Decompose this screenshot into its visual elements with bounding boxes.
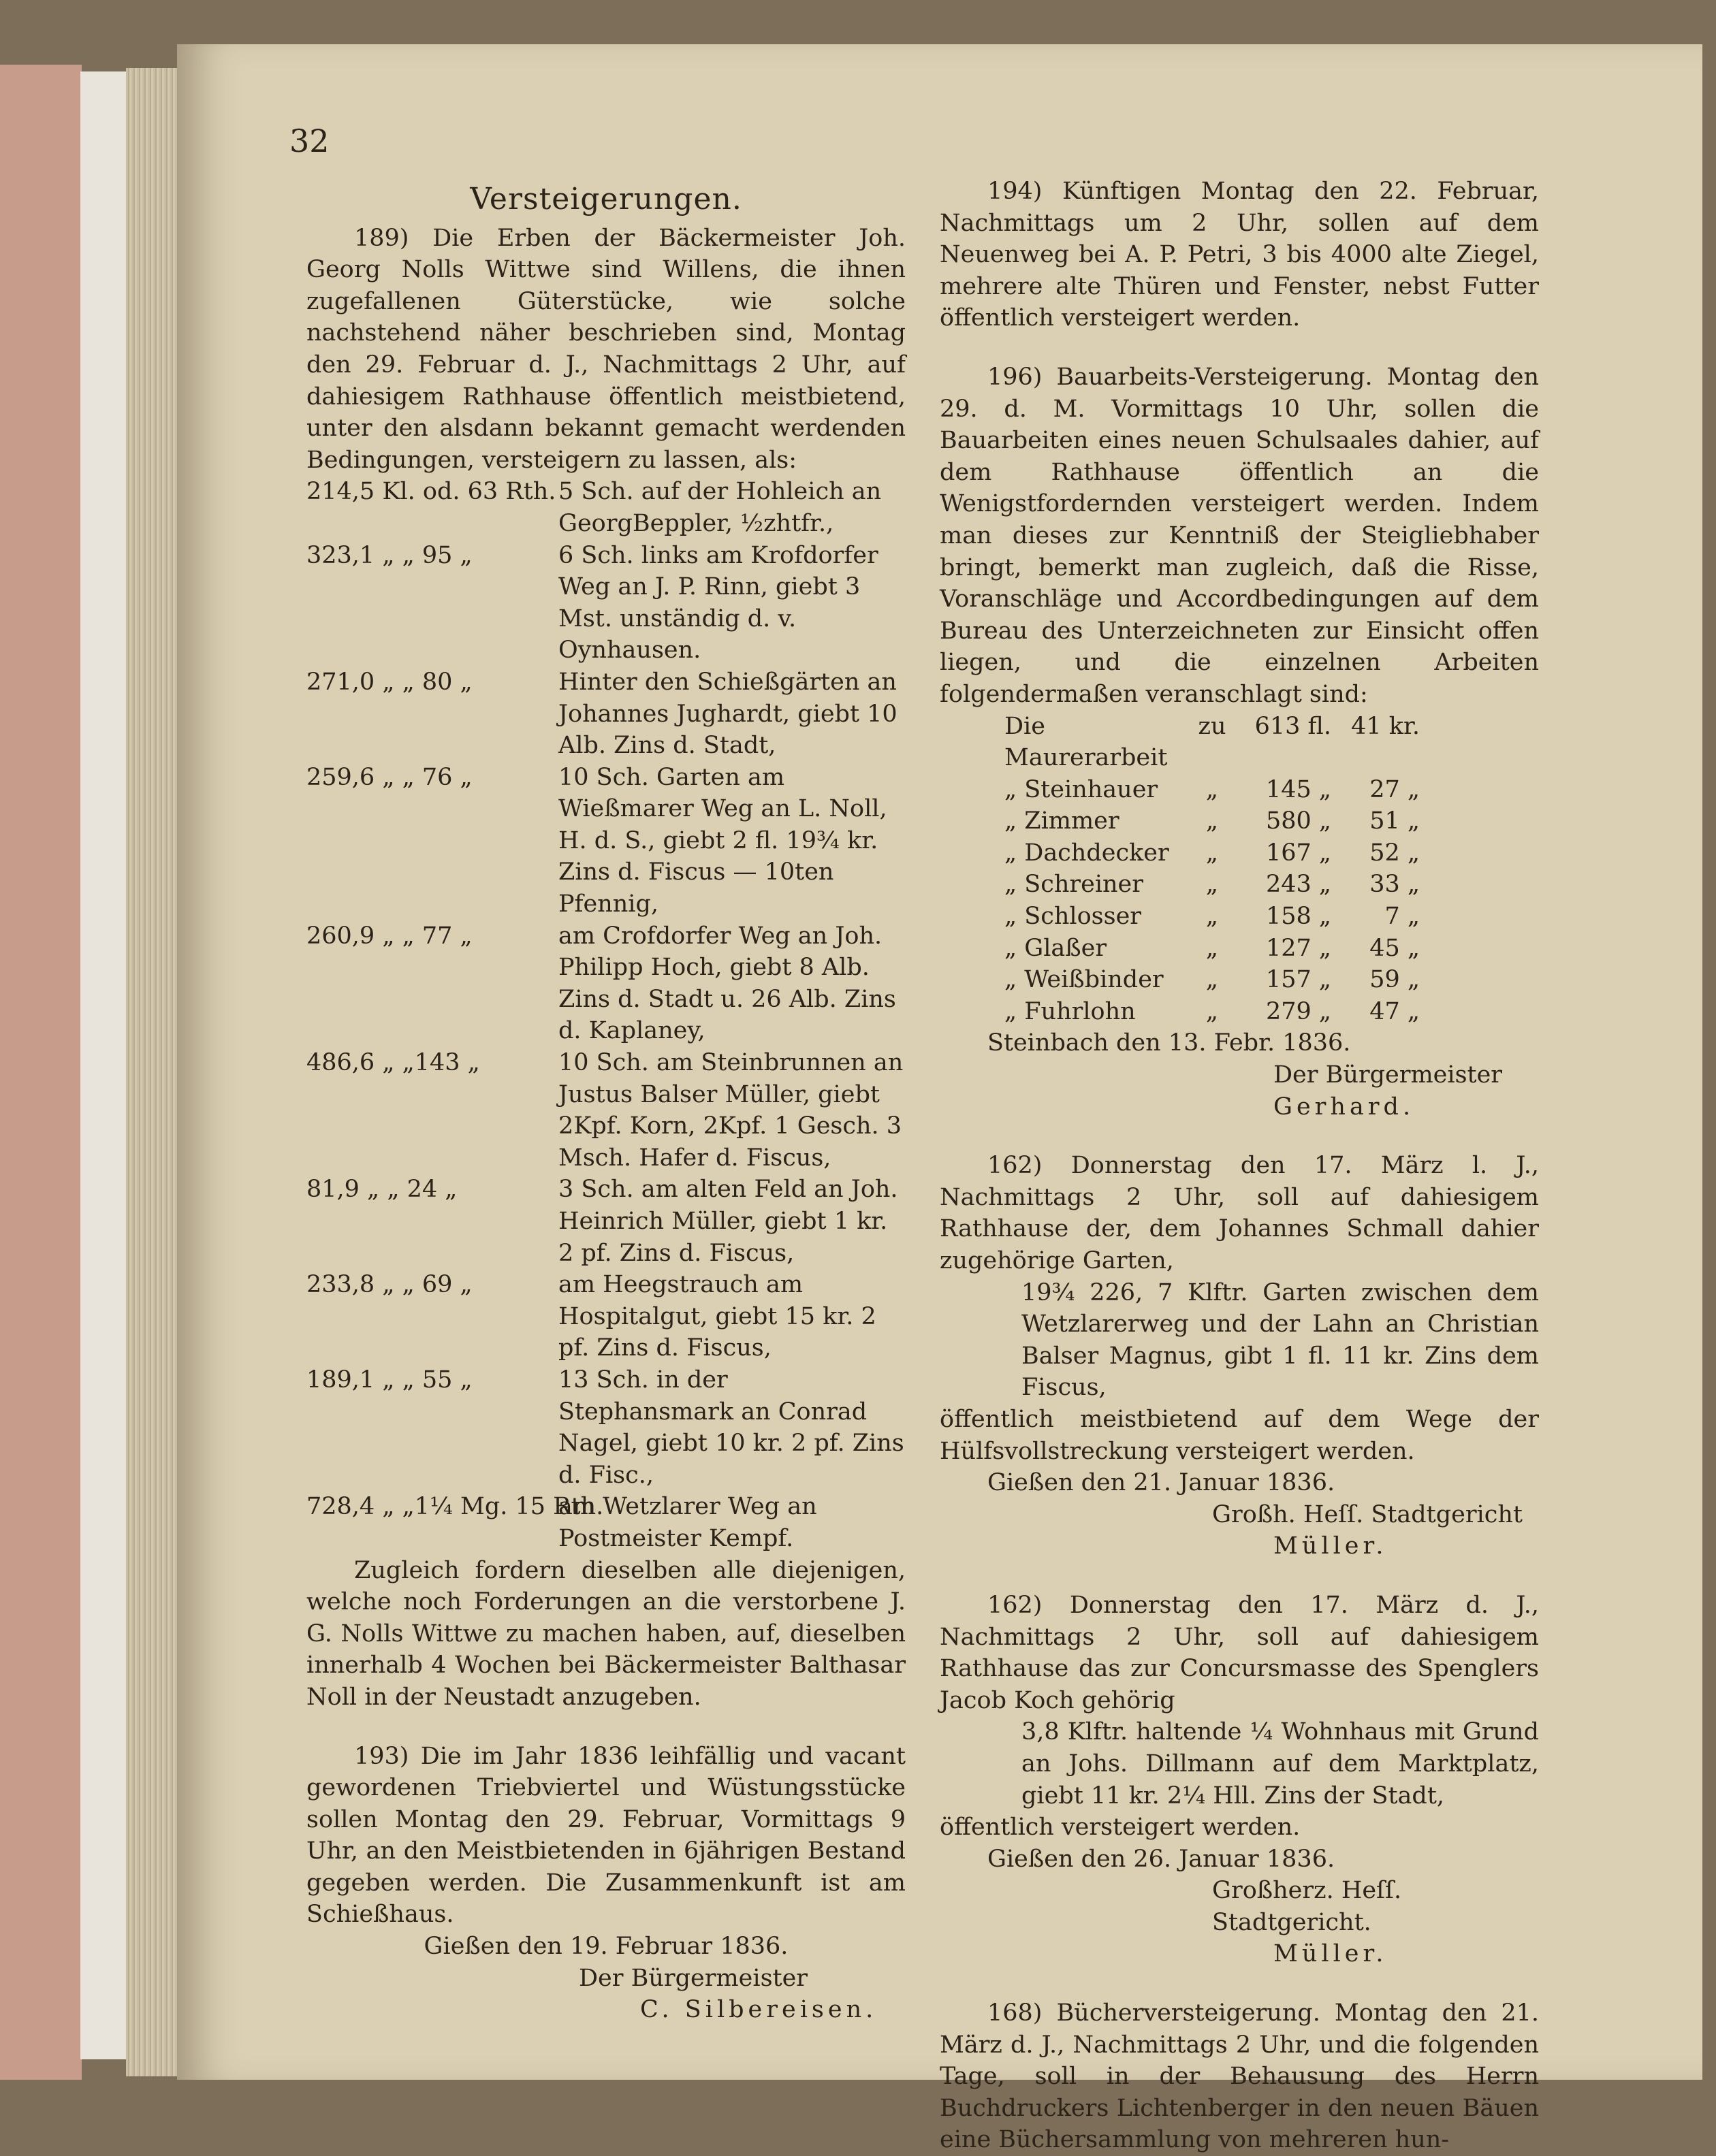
notice-162a-date: Gießen den 21. Januar 1836. [987, 1469, 1335, 1497]
cost-fl: 167 „ [1265, 839, 1331, 867]
notice-162b: 162) Donnerstag den 17. März d. J., Nachmittags 2 Uhr, soll auf dahiesigem Rathhause das zur Concursmasse des Spenglers Jacob Koch gehörig [940, 1591, 1539, 1714]
cost-trade: „ Schlosser [1004, 903, 1142, 931]
parcel-size: 260,9 „ „ 77 „ [306, 922, 473, 950]
cost-kr: 7 „ [1384, 903, 1420, 931]
notice-189-intro: 189) Die Erben der Bäckermeister Joh. Georg Nolls Wittwe sind Willens, die ihnen zugefallenen Güterstücke, wie solche nachstehend näher beschrieben sind, Montag den 29. Februar d. J., Nachmittags 2 Uhr, auf dahiesigem Rathhause öffentlich meistbietend, unter den alsdann bekannt gemacht werdenden Bedingungen, versteigern zu lassen, als: [306, 224, 906, 474]
notice-162b-sig-title: Großherz. Heſſ. Stadtgericht. [1212, 1877, 1402, 1936]
parcel-row [306, 666, 906, 762]
notice-162b-end: öffentlich versteigert werden. [940, 1814, 1301, 1841]
cost-trade: „ Weißbinder [1004, 966, 1164, 994]
cost-fl: 157 „ [1265, 966, 1331, 994]
cost-zu: „ [1205, 839, 1219, 867]
parcel-desc: 13 Sch. in der Stephansmark an Conrad Nagel, giebt 10 kr. 2 pf. Zins d. Fisc., [558, 1366, 904, 1489]
parcel-size: 259,6 „ „ 76 „ [306, 763, 473, 791]
cost-row [1004, 869, 1539, 901]
notice-162a: 162) Donnerstag den 17. März l. J., Nachmittags 2 Uhr, soll auf dahiesigem Rathhause der, dem Johannes Schmall dahier zugehörige Garten, [940, 1152, 1539, 1274]
book-cover-edge [0, 65, 82, 2080]
cost-zu: „ [1205, 807, 1219, 835]
notice-162a-end: öffentlich meistbietend auf dem Wege der Hülfsvollstreckung versteigert werden. [940, 1405, 1539, 1465]
cost-fl: 127 „ [1265, 934, 1331, 962]
cost-zu: „ [1205, 997, 1219, 1025]
notice-162a-sig-name: Müller. [1273, 1532, 1388, 1560]
notice-168: 168) Bücherversteigerung. Montag den 21. März d. J., Nachmittags 2 Uhr, und die folgenden Tage, soll in der Behausung des Herrn Buchdruckers Lichtenberger in den neuen Bäuen eine Büchersammlung von mehreren hun- [940, 1999, 1539, 2154]
cost-zu: „ [1205, 903, 1219, 931]
parcel-size: 728,4 „ „1¼ Mg. 15 Rth. [306, 1493, 604, 1521]
parcel-size: 81,9 „ „ 24 „ [306, 1176, 458, 1204]
cost-kr: 45 „ [1369, 934, 1420, 962]
parcel-size: 233,8 „ „ 69 „ [306, 1271, 473, 1299]
notice-162b-date: Gießen den 26. Januar 1836. [987, 1845, 1335, 1873]
notice-162b-sig-name: Müller. [1273, 1940, 1388, 1968]
cost-trade: „ Schreiner [1004, 871, 1144, 899]
notice-196-date: Steinbach den 13. Febr. 1836. [987, 1029, 1351, 1057]
notice-196-sig-name: Gerhard. [1273, 1093, 1415, 1121]
flyleaf [80, 71, 128, 2059]
cost-list [1004, 711, 1539, 1028]
cost-trade: „ Steinhauer [1004, 775, 1158, 803]
cost-fl: 158 „ [1265, 903, 1331, 931]
cost-trade: „ Fuhrlohn [1004, 997, 1136, 1025]
cost-row [1004, 774, 1539, 806]
cost-kr: 27 „ [1369, 775, 1420, 803]
cost-zu: „ [1205, 775, 1219, 803]
cost-kr: 41 kr. [1351, 712, 1420, 740]
parcel-row [306, 762, 906, 920]
cost-fl: 279 „ [1265, 997, 1331, 1025]
notice-193-sig-title: Der Bürgermeister [579, 1964, 808, 1992]
parcel-row [306, 1491, 906, 1554]
parcel-row [306, 540, 906, 666]
parcel-desc: 3 Sch. am alten Feld an Joh. Heinrich Müller, giebt 1 kr. 2 pf. Zins d. Fiscus, [558, 1176, 898, 1267]
notice-189-outro: Zugleich fordern dieselben alle diejenigen, welche noch Forderungen an die verstorbene J. G. Nolls Wittwe zu machen haben, auf, dieselben innerhalb 4 Wochen bei Bäckermeister Balthasar Noll in der Neustadt anzugeben. [306, 1556, 906, 1711]
parcel-row [306, 1364, 906, 1491]
parcel-desc: am Crofdorfer Weg an Joh. Philipp Hoch, giebt 8 Alb. Zins d. Stadt u. 26 Alb. Zins d. Kaplaney, [558, 922, 896, 1045]
cost-zu: „ [1205, 966, 1219, 994]
left-column [306, 184, 906, 2026]
parcel-size: 214,5 Kl. od. 63 Rth. [306, 478, 556, 506]
parcel-row [306, 1174, 906, 1269]
notice-194: 194) Künftigen Montag den 22. Februar, Nachmittags um 2 Uhr, sollen auf dem Neuenweg bei A. P. Petri, 3 bis 4000 alte Ziegel, mehrere alte Thüren und Fenster, nebst Futter öffentlich versteigert werden. [940, 178, 1539, 332]
parcel-size: 486,6 „ „143 „ [306, 1049, 480, 1077]
right-column [940, 176, 1539, 2156]
parcel-row [306, 1047, 906, 1174]
cost-row [1004, 901, 1539, 933]
cost-zu: zu [1198, 712, 1226, 740]
parcel-list [306, 476, 906, 1554]
cost-trade: „ Dachdecker [1004, 839, 1169, 867]
parcel-desc: am Wetzlarer Weg an Postmeister Kempf. [558, 1493, 817, 1552]
parcel-row [306, 1269, 906, 1364]
cost-fl: 613 fl. [1254, 712, 1331, 740]
cost-trade: „ Glaßer [1004, 934, 1107, 962]
cost-kr: 59 „ [1369, 966, 1420, 994]
cost-fl: 243 „ [1265, 871, 1331, 899]
cost-row [1004, 933, 1539, 965]
cost-row [1004, 711, 1539, 774]
cost-kr: 51 „ [1369, 807, 1420, 835]
cost-zu: „ [1205, 871, 1219, 899]
notice-196: 196) Bauarbeits-Versteigerung. Montag den 29. d. M. Vormittags 10 Uhr, sollen die Bauarbeiten eines neuen Schulsaales dahier, auf dem Rathhause öffentlich an die Wenigstfordernden versteigert werden. Indem man dieses zur Kenntniß der Steigliebhaber bringt, bemerkt man zugleich, daß die Risse, Voranschläge und Accordbedingungen auf dem Bureau des Unterzeichneten zur Einsicht offen liegen, und die einzelnen Arbeiten folgendermaßen veranschlagt sind: [940, 363, 1539, 708]
notice-193-sig-name: C. Silbereisen. [640, 1996, 878, 2024]
parcel-desc: Hinter den Schießgärten an Johannes Jughardt, giebt 10 Alb. Zins d. Stadt, [558, 668, 897, 760]
notice-196-sig-title: Der Bürgermeister [1273, 1061, 1503, 1089]
notice-162b-detail: 3,8 Klftr. haltende ¼ Wohnhaus mit Grund an Johs. Dillmann auf dem Marktplatz, giebt 11 kr. 2¼ Hll. Zins der Stadt, [1021, 1718, 1539, 1809]
parcel-desc: 10 Sch. Garten am Wießmarer Weg an L. Noll, H. d. S., giebt 2 fl. 19¾ kr. Zins d. Fiscus — 10ten Pfennig, [558, 763, 887, 918]
cost-fl: 145 „ [1265, 775, 1331, 803]
cost-row [1004, 805, 1539, 837]
cost-trade: Die Maurerarbeit [1004, 712, 1168, 772]
section-title: Versteigerungen. [470, 182, 742, 216]
cost-row [1004, 837, 1539, 869]
notice-162a-sig-title: Großh. Heſſ. Stadtgericht [1212, 1500, 1523, 1528]
parcel-row [306, 920, 906, 1047]
parcel-desc: 6 Sch. links am Krofdorfer Weg an J. P. Rinn, giebt 3 Mst. unständig d. v. Oynhausen. [558, 541, 878, 664]
cost-row [1004, 996, 1539, 1028]
page-number: 32 [289, 123, 330, 159]
parcel-size: 323,1 „ „ 95 „ [306, 541, 473, 569]
parcel-size: 271,0 „ „ 80 „ [306, 668, 473, 696]
cost-zu: „ [1205, 934, 1219, 962]
cost-trade: „ Zimmer [1004, 807, 1119, 835]
parcel-row [306, 476, 906, 539]
parcel-desc: 5 Sch. auf der Hohleich an GeorgBeppler, ½zhtfr., [558, 478, 882, 537]
parcel-desc: 10 Sch. am Steinbrunnen an Justus Balser Müller, giebt 2Kpf. Korn, 2Kpf. 1 Gesch. 3 Msch. Hafer d. Fiscus, [558, 1049, 904, 1172]
cost-kr: 47 „ [1369, 997, 1420, 1025]
notice-193: 193) Die im Jahr 1836 leihfällig und vacant gewordenen Triebviertel und Wüstungsstücke sollen Montag den 29. Februar, Vormittags 9 Uhr, an den Meistbietenden in 6jährigen Bestand gegeben werden. Die Zusammenkunft ist am Schießhaus. [306, 1742, 906, 1929]
notice-193-date: Gießen den 19. Februar 1836. [424, 1933, 789, 1961]
cost-row [1004, 964, 1539, 996]
notice-162a-detail: 19¾ 226, 7 Klftr. Garten zwischen dem Wetzlarerweg und der Lahn an Christian Balser Magnus, gibt 1 fl. 11 kr. Zins dem Fiscus, [1021, 1278, 1539, 1402]
cost-fl: 580 „ [1265, 807, 1331, 835]
parcel-desc: am Heegstrauch am Hospitalgut, giebt 15 kr. 2 pf. Zins d. Fiscus, [558, 1271, 876, 1362]
parcel-size: 189,1 „ „ 55 „ [306, 1366, 473, 1394]
cost-kr: 33 „ [1369, 871, 1420, 899]
cost-kr: 52 „ [1369, 839, 1420, 867]
